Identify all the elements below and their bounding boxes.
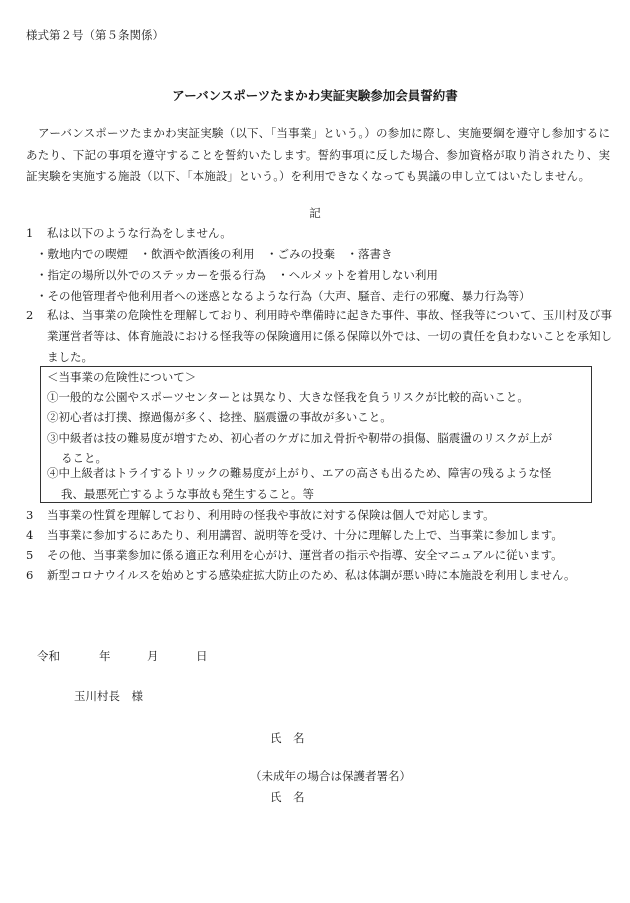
name-label: 氏 名 [270, 731, 305, 745]
risk-line-4: ④中上級者はトライするトリックの難易度が上がり、エアの高さも出るため、障害の残るような怪 [47, 466, 552, 480]
item-4-number: 4 [26, 528, 34, 542]
addressee: 玉川村長 様 [74, 689, 143, 703]
item-1-text: 私は以下のような行為をしません。 [47, 226, 232, 240]
date-month-label: 月 [147, 649, 159, 663]
item-6-text: 新型コロナウイルスを始めとする感染症拡大防止のため、私は体調が悪い時に本施設を利用しません。 [47, 568, 576, 582]
intro-paragraph: アーバンスポーツたまかわ実証実験（以下、「当事業」という。）の参加に際し、実施要綱を遵守し参加するにあたり、下記の事項を遵守することを誓約いたします。誓約事項に反した場合、参加資格が取り消されたり、実証実験を実施する施設（以下、「本施設」という。）を利用できなくなっても異議の申し立てはいたしません。 [26, 126, 610, 183]
item-3-text: 当事業の性質を理解しており、利用時の怪我や事故に対する保険は個人で対応します。 [47, 508, 495, 522]
risk-line-3-cont: ること。 [61, 451, 107, 465]
guardian-note: （未成年の場合は保護者署名） [250, 769, 411, 783]
risk-line-3: ③中級者は技の難易度が増すため、初心者のケガに加え骨折や靭帯の損傷、脳震盪のリスクが上が [47, 431, 553, 445]
item-2-number: 2 [26, 308, 34, 322]
risk-box [40, 366, 592, 503]
risk-box-heading: ＜当事業の危険性について＞ [47, 370, 197, 384]
prohibited-line-1: ・敷地内での喫煙 ・飲酒や飲酒後の利用 ・ごみの投棄 ・落書き [36, 247, 393, 261]
item-2-text: 私は、当事業の危険性を理解しており、利用時や準備時に起きた事件、事故、怪我等について、玉川村及び事業運営者等は、体育施設における怪我等の保険適用に係る保障以外では、一切の責任を負わないことを承知しました。 [47, 308, 612, 364]
date-era: 令和 [37, 649, 60, 663]
item-5-number: 5 [26, 548, 34, 562]
risk-line-1: ①一般的な公園やスポーツセンターとは異なり、大きな怪我を負うリスクが比較的高いこと。 [47, 390, 529, 404]
item-6-number: 6 [26, 568, 34, 582]
risk-line-2: ②初心者は打撲、擦過傷が多く、捻挫、脳震盪の事故が多いこと。 [47, 410, 392, 424]
date-year-label: 年 [99, 649, 111, 663]
document-title: アーバンスポーツたまかわ実証実験参加会員誓約書 [172, 88, 458, 103]
guardian-name-label: 氏 名 [270, 790, 305, 804]
prohibited-line-3: ・その他管理者や他利用者への迷惑となるような行為（大声、騒音、走行の邪魔、暴力行為等） [36, 289, 531, 303]
item-5-text: その他、当事業参加に係る適正な利用を心がけ、運営者の指示や指導、安全マニュアルに従います。 [47, 548, 563, 562]
item-4-text: 当事業に参加するにあたり、利用講習、説明等を受け、十分に理解した上で、当事業に参加します。 [47, 528, 563, 542]
ki-heading: 記 [309, 206, 321, 220]
item-3-number: 3 [26, 508, 34, 522]
date-day-label: 日 [196, 649, 208, 663]
item-1-number: 1 [26, 226, 34, 240]
risk-line-4-cont: 我、最悪死亡するような事故も発生すること。等 [61, 487, 314, 501]
prohibited-line-2: ・指定の場所以外でのステッカーを張る行為 ・ヘルメットを着用しない利用 [36, 268, 438, 282]
form-number-label: 様式第２号（第５条関係） [26, 28, 164, 42]
